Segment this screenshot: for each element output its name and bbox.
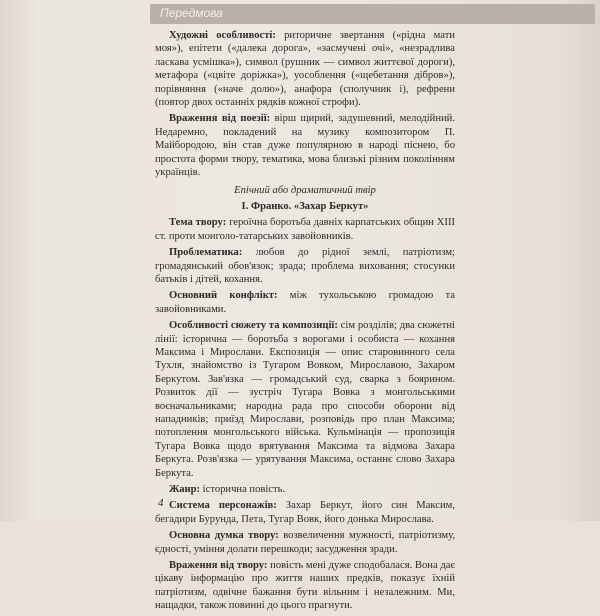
term: Жанр: — [169, 484, 201, 495]
definition: возвеличення мужності, патріотизму, єдності, уміння долати перешкоди; засудження зради. — [155, 530, 455, 555]
paragraph-work-impression — [155, 559, 455, 613]
page-content — [155, 29, 455, 616]
section-title: Епічний або драматичний твір — [234, 185, 376, 197]
definition: риторичне звертання («рідна мати моя»), епітети («далека дорога», «засмучені очі», «незрадлива ласкава усмішка»), символ (рушник — символ життєвої дороги), метафора («цвіте доріжка»), уособлення («щебетання дібров»), порівняння («наче долю»), анафора (сполучник і), рефрени (повтор двох останніх рядків кожної строфи). — [155, 30, 455, 109]
paragraph-conflict — [155, 289, 455, 316]
term: Проблематика: — [169, 247, 243, 259]
definition: Захар Беркут, його син Максим, бегадири Бурунда, Пета, Тугар Вовк, його донька Мирослава. — [155, 500, 455, 525]
definition: вірш щирий, задушевний, мелодійний. Недаремно, покладений на музику композитором П. Майбородою, він став дуже популярною в народі піснею, бо простота форми твору, тематика, мова близькі різним поколінням українців. — [155, 113, 455, 179]
term: Основна думка твору: — [169, 530, 279, 542]
definition: сім розділів; два сюжетні лінії: історична — боротьба з ворогами і особиста — кохання Максима і Мирослави. Експозиція — опис старовинного села Тухля, знайомство із Тугаром Вовком, Мирославою, Захаром Беркутом. Зав'язка — громадський суд, сварка з боярином. Розвиток дії — зустріч Тугара Вовка з монгольськими воєначальниками; народна рада про способи оборони від нападників; приїзд Мирослави, розповідь про план Максима; потоплення монгольського війська. Кульмінація — пропозиція Тугара Вовка щодо врятування Максима та відмова Захара Беркута. Розв'язка — урятування Максима, останнє слово Захара Беркута. — [155, 320, 455, 479]
page-number: 4 — [158, 497, 164, 509]
definition: історична повість. — [200, 484, 286, 495]
term: Основний конфлікт: — [169, 290, 278, 302]
definition: любов до рідної землі, патріотизм; громадянський обов'язок; зрада; проблема виховання; стосунки батьків і дітей, кохання. — [155, 247, 455, 285]
paragraph-poem-impression — [155, 112, 455, 179]
paragraph-problems — [155, 246, 455, 286]
paragraph-characters — [155, 499, 455, 526]
term: Система персонажів: — [169, 500, 277, 512]
definition: героїчна боротьба давніх карпатських общин XIII ст. проти монголо-татарських завойовників. — [155, 217, 455, 242]
work-title: І. Франко. «Захар Беркут» — [241, 200, 369, 212]
paragraph-artistic-features — [155, 29, 455, 109]
header-title: Передмова — [160, 6, 223, 20]
definition: між тухольською громадою та завойовниками. — [155, 290, 455, 315]
term: Враження від поезії: — [169, 113, 271, 125]
term: Тема твору: — [169, 217, 227, 229]
paragraph-theme — [155, 216, 455, 243]
term: Особливості сюжету та композиції: — [169, 320, 338, 332]
paragraph-genre — [155, 483, 455, 496]
paragraph-main-idea — [155, 529, 455, 556]
term: Враження від твору: — [169, 560, 268, 572]
running-header — [150, 4, 595, 24]
term: Художні особливості: — [169, 30, 276, 41]
paragraph-plot — [155, 319, 455, 480]
definition: повість мені дуже сподобалася. Вона дає цікаву інформацію про життя наших предків, показує їхній патріотизм, одвічне бажання бути вільним і незалежним. Ми, нащадки, також повинні до цього прагнути. — [155, 560, 456, 612]
